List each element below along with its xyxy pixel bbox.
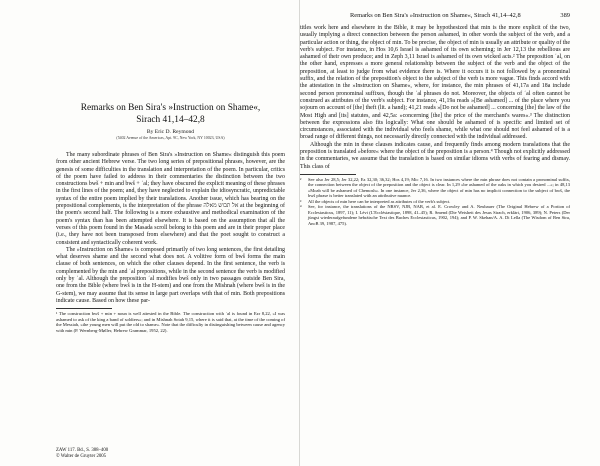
journal-reference: ZAW 117. Bd., S. 388–400: [56, 448, 109, 453]
footnote-text: See also Jer 28,5; Jer 32,22; Ez 32,30; 36,32; Hos 4,19; Mic 7,16. In two instances where the min phrase does not contain a pronominal suffix, the connection between the object of the preposition and the object is clear. In 1,29 »be ashamed of the oaks in which you desired ...«; in 48,13 »Moab will be ashamed of Chemosh«. In one instance, Jer 2,36, where the object of min has no implicit connection to the subject of bwš, the bwš phrase is better translated with an attributive nuance.: [308, 176, 570, 199]
running-head-title: Remarks on Ben Sira's »Instruction on Shame«, Sirach 41,14–42,8: [350, 12, 521, 19]
footnote-text: All the objects of min here can be interpreted as attributes of the verb's subject.: [308, 198, 451, 204]
article-title-line1: Remarks on Ben Sira's »Instruction on Shame«,: [80, 103, 261, 113]
paragraph: The many subordinate phrases of Ben Sira's »Instruction on Shame« distinguish this poem from other ancient Hebrew verse. The two long series of prepositional phrases, however, are the genesis of some difficulties in the translation and interpretation of the poem. In particular, critics of the poem have failed to address in their commentaries the distinction between the two constructions ​bwš + min and bwš + ʿal; they have obscured the explicit meaning of these phrases in the first lines of the poem; and, they have neglected to explain the idiosyncratic, unpredictable syntax of the entire poem implied by their translations. Another issue, which has bearing on the prepositional complements, is the interpretation of the phrase אל תבוש מאלה at the beginning of the poem's second half. The following is a more exhaustive and methodical examination of the poem's syntax than has been attempted elsewhere. It is based on the assumption that all the verses of this poem found in the Masada scroll belong to this poem and are in their proper place (i.e., they have not been transposed from elsewhere) and that the poet sought to construct a consistent and syntactically coherent work.: [56, 152, 285, 246]
right-page: [300, 0, 600, 466]
footnote-number: ⁴: [300, 204, 302, 210]
paragraph: titles work here and elsewhere in the Bible, it may be hypothesized that min is the more explicit of the two, usually implying a direct connection between the person ashamed, in other words the subject of the verb, and a particular action or thing, the object of min. To be precise, the object of min is usually an attribute or quality of the verb's subject. For instance, in Hos 10,6 Israel is ashamed of its own scheming; in Jer 12,13 the rebellious are ashamed of their own produce; and in Zeph 3,11 Israel is ashamed of its own wicked acts.² The preposition ʿal, on the other hand, expresses a more general relationship between the subject of the verb and the object of the preposition, at least to judge from what evidence there is. Where it occurs it is not followed by a pronominal suffix, and the relation of the preposition's object to the subject of the verb is more vague. This finds accord with the attestation in the »Instruction on Shame«, where, for instance, the min phrases of 41,17a and 18a include second person pronominal suffixes, though the ʿal phrases do not. Moreover, the objects of ʿal often cannot be construed as attributes of the verb's subject. For instance, 41,19a reads »[Be ashamed] ... of the place where you sojourn on account of [the] theft (lit. a hand); 41,21 reads »[Do not be ashamed] ... concerning [the] the law of the Most High and [its] statutes, and 42,5a: »concerning [the] the price of the merchant's wares«.³ The distinction between the expressions also fits logically: What one should be ashamed of is specific and limited set of circumstances, associated with the individual who feels shame, while what one should not feel ashamed of is a broad range of different things, not necessarily directly connected with the individual addressed.: [300, 25, 570, 141]
author-name: By Eric D. Reymond: [146, 129, 195, 135]
footnote-number: ²: [300, 176, 302, 182]
footnote: ¹ The construction bwš + min + noun is well attested in the Bible. The construction with ʿal is found in Ezr 8,22, »I was ashamed to ask of the king a band of soldiers«; and in Mishnah Sotah 9,15, where it is said that, at the time of the coming of the Messiah, »the young men will put the old to shame«. Note that the difficulty in distinguishing between cause and agency with min (P. Wernberg-Møller, Hebrew Grammar, 1952, 22).: [56, 311, 285, 333]
article-title-line2: Sirach 41,14–42,8: [136, 114, 205, 125]
paragraph: The »Instruction on Shame« is composed primarily of two long sentences, the first detailing what deserves shame and the second what does not. A volitive form of bwš forms the main clause of both sentences, on which the other clauses depend. In the first sentence, the verb is complemented by the min and ʿal prepositions, while in the second sentence the verb is modified only by ʿal. Although the preposition ʿal modifies bwš only in two passages outside Ben Sira, one from the Bible (where bwš is in the H-stem) and one from the Mishnah (where bwš is in the G-stem), we may assume that its sense in large part overlaps with that of min. Both prepositions indicate cause. Based on how these par-: [56, 246, 285, 304]
author-affiliation: (5402 Avenue of the Americas, Apt. 9C, New York, NY 10023, USA): [116, 136, 225, 140]
footnote: [300, 204, 570, 226]
paragraph: Although the min in these clauses indicates cause, and frequently finds among modern translations that the preposition is translated »before« where the object of the preposition is a person.⁴ Though not explicitly addressed in the commentaries, we assume that the translation is based on similar idioms with verbs of fearing and dismay. This class of: [300, 141, 570, 170]
article-title: [56, 103, 285, 126]
footnote-divider: [56, 308, 112, 309]
footnote-list: [300, 177, 570, 227]
right-page-content: [300, 12, 570, 226]
copyright-notice: © Walter de Gruyter 2005: [56, 454, 107, 459]
page-number: 389: [560, 12, 570, 19]
footnote-number: ³: [300, 198, 302, 204]
footnote: [300, 177, 570, 199]
page-footer: [56, 448, 108, 460]
footnote-text: See, for instance, the translations of the NRSV, NJB, NAB, et al. E. Crowley and A. Neubauer (The Original Hebrew of a Portion of Ecclesiasticus, 1897, 11); I. Lévi (L'Ecclésiastique, 1898, 41–45); R. Smend (Die Weisheit des Jesus Sirach, erklärt, 1906, 389); N. Peters (Der jüngst wiederaufgefundene hebräische Text des Buches Ecclesiasticus, 1902, 194); and P. W. Skehan/A. A. Di Lella (The Wisdom of Ben Sira, AncB 39, 1987, 475).: [308, 204, 570, 226]
footnote-divider: [300, 174, 356, 175]
running-header: [300, 12, 570, 19]
left-page-content: [56, 103, 285, 333]
